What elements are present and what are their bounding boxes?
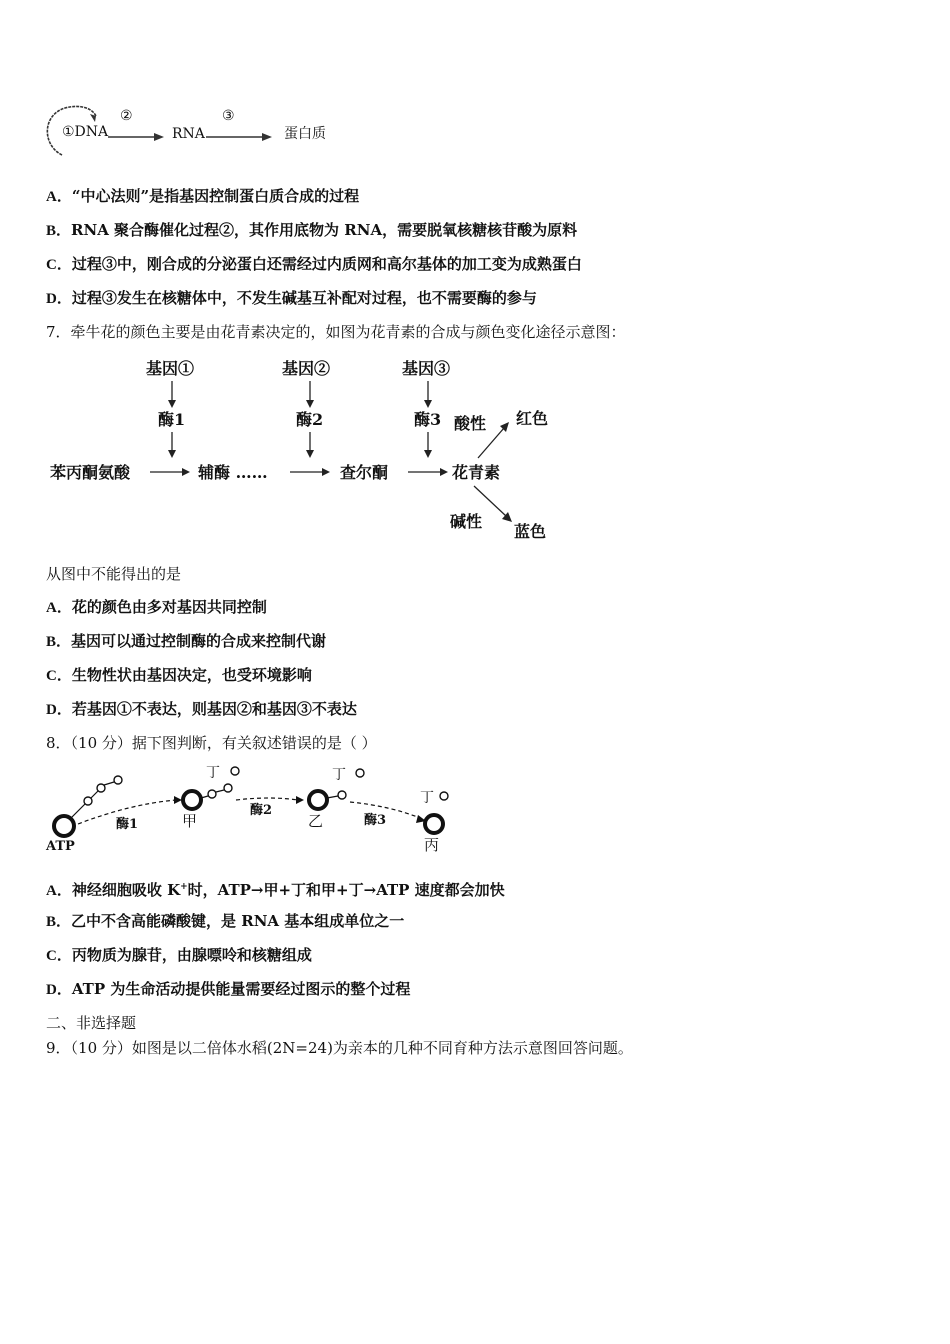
q8-option-c: C．丙物质为腺苷，由腺嘌呤和核糖组成 (46, 946, 312, 964)
ding-label-2: 丁 (332, 767, 346, 783)
atp-phosphate-3 (114, 776, 122, 784)
enzyme1-arrowhead (174, 796, 182, 804)
q8-enzyme3-label: 酶3 (364, 813, 387, 828)
q6-option-d: D．过程③发生在核糖体中，不发生碱基互补配对过程，也不需要酶的参与 (46, 289, 537, 307)
yi-label: 乙 (308, 812, 324, 830)
atp-phosphate-1 (84, 797, 92, 805)
base-label: 碱性 (450, 512, 483, 531)
central-dogma-diagram (40, 100, 380, 170)
gene2-label: 基因② (282, 359, 331, 378)
red-label: 红色 (516, 409, 549, 428)
enzyme2-arrowhead (306, 450, 314, 458)
gene3-label: 基因③ (402, 359, 451, 378)
atp-bond-3 (104, 782, 114, 785)
gene2-arrowhead (306, 400, 314, 408)
ding-label-1: 丁 (206, 765, 220, 781)
q8-stem: 8．（10 分）据下图判断，有关叙述错误的是（ ） (46, 734, 377, 752)
coenzyme-label: 辅酶 …… (198, 463, 268, 482)
anthocyanin-pathway-diagram (46, 350, 586, 550)
atp-base-circle (54, 816, 74, 836)
translation-arrowhead (262, 133, 272, 141)
q8-enzyme1-label: 酶1 (116, 817, 139, 832)
q7-question: 从图中不能得出的是 (46, 565, 182, 583)
bing-label: 丙 (424, 836, 440, 854)
atp-phosphate-2 (97, 784, 105, 792)
jia-phosphate-1 (208, 790, 216, 798)
gene1-label: 基因① (146, 359, 195, 378)
q6-option-b: B．RNA 聚合酶催化过程②，其作用底物为 RNA，需要脱氧核糖核苷酸为原料 (46, 221, 578, 239)
jia-bond-2 (216, 790, 224, 792)
atp-bond-1 (71, 804, 85, 818)
path-arrowhead-2 (322, 468, 330, 476)
chalcone-label: 查尔酮 (340, 463, 389, 482)
enzyme2-label: 酶2 (296, 410, 324, 429)
q7-stem: 7．牵牛花的颜色主要是由花青素决定的，如图为花青素的合成与颜色变化途径示意图： (46, 323, 626, 341)
path-arrowhead-3 (440, 468, 448, 476)
dogma-dna: ①DNA (62, 124, 109, 140)
enzyme2-arrowhead (296, 796, 304, 804)
q8-option-a: A．神经细胞吸收 K+时，ATP→甲+丁和甲+丁→ATP 速度都会加快 (46, 881, 505, 899)
yi-phosphate-1 (338, 791, 346, 799)
q6-option-c: C．过程③中，刚合成的分泌蛋白还需经过内质网和高尔基体的加工变为成熟蛋白 (46, 255, 582, 273)
atp-label: ATP (46, 839, 75, 854)
ding-phosphate-2 (356, 769, 364, 777)
acid-label: 酸性 (454, 414, 487, 433)
jia-label: 甲 (182, 812, 198, 830)
dogma-rna: RNA (172, 126, 205, 142)
atp-hydrolysis-diagram (40, 760, 460, 860)
blue-label: 蓝色 (514, 522, 547, 541)
q7-option-b: B．基因可以通过控制酶的合成来控制代谢 (46, 632, 327, 650)
atp-bond-2 (91, 791, 98, 798)
ding-label-3: 丁 (420, 790, 434, 806)
yi-bond-1 (327, 796, 338, 798)
q8-option-d: D．ATP 为生命活动提供能量需要经过图示的整个过程 (46, 980, 411, 998)
enzyme3-arrowhead (424, 450, 432, 458)
dogma-step2: ② (120, 108, 133, 124)
dogma-protein: 蛋白质 (284, 126, 326, 142)
bing-base-circle (425, 815, 443, 833)
dogma-step3: ③ (222, 108, 235, 124)
section-heading: 二、非选择题 (46, 1014, 137, 1032)
enzyme3-label: 酶3 (414, 410, 442, 429)
enzyme1-label: 酶1 (158, 410, 186, 429)
anthocyanin-label: 花青素 (452, 463, 501, 482)
q7-option-d: D．若基因①不表达，则基因②和基因③不表达 (46, 700, 357, 718)
phenylalanine-label: 苯丙酮氨酸 (50, 463, 131, 482)
jia-base-circle (183, 791, 201, 809)
q9-stem: 9．（10 分）如图是以二倍体水稻(2N=24)为亲本的几种不同育种方法示意图回答问题。 (46, 1039, 633, 1057)
enzyme1-arrowhead (168, 450, 176, 458)
ding-phosphate-1 (231, 767, 239, 775)
jia-phosphate-2 (224, 784, 232, 792)
transcription-arrowhead (154, 133, 164, 141)
enzyme2-dashed-arrow (236, 798, 298, 800)
q7-option-c: C．生物性状由基因决定，也受环境影响 (46, 666, 312, 684)
q7-option-a: A．花的颜色由多对基因共同控制 (46, 598, 267, 616)
gene3-arrowhead (424, 400, 432, 408)
q8-option-b: B．乙中不含高能磷酸键，是 RNA 基本组成单位之一 (46, 912, 405, 930)
ding-phosphate-3 (440, 792, 448, 800)
yi-base-circle (309, 791, 327, 809)
q6-option-a: A．“中心法则”是指基因控制蛋白质合成的过程 (46, 187, 360, 205)
q8-enzyme2-label: 酶2 (250, 803, 273, 818)
path-arrowhead-1 (182, 468, 190, 476)
gene1-arrowhead (168, 400, 176, 408)
